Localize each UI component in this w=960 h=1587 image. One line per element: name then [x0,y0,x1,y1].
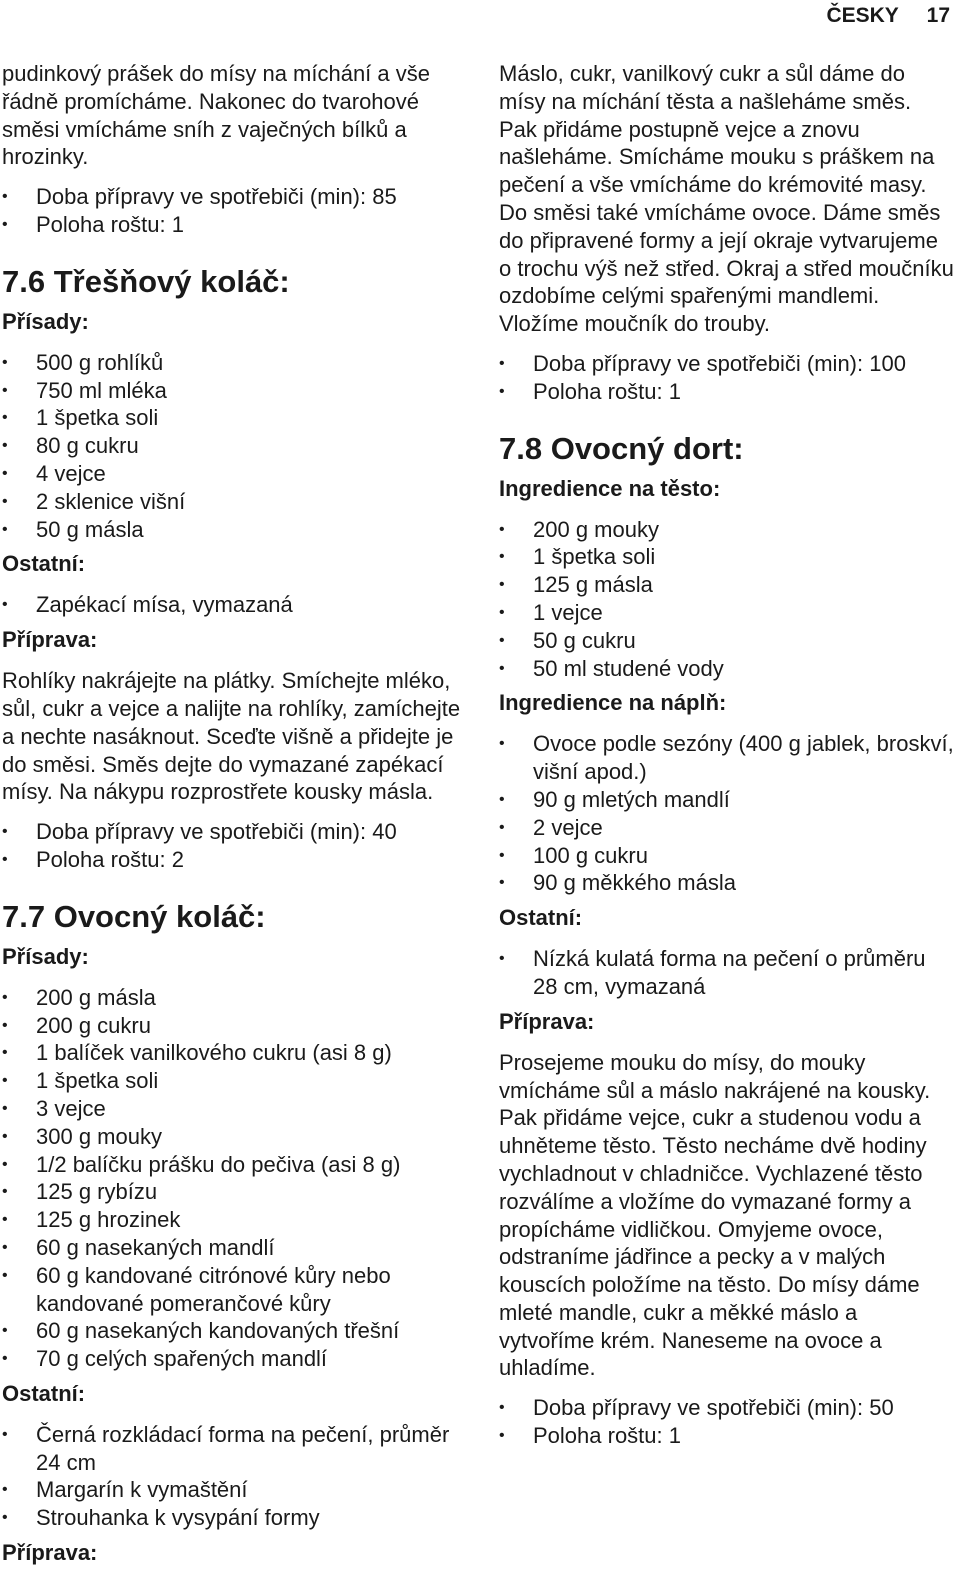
list-item: • Poloha roštu: 1 [2,211,472,239]
list-item: • 90 g měkkého másla [499,869,954,897]
list-item: • Poloha roštu: 1 [499,378,954,406]
list-item: • Doba přípravy ve spotřebiči (min): 85 [2,183,472,211]
prep-text-7-7: Máslo, cukr, vanilkový cukr a sůl dáme do mísy na míchání těsta a našleháme směs. Pak přidáme postupně vejce a znovu našleháme. Smícháme mouku s práškem na pečení a vše vmícháme do krémovité masy. Do směsi také vmícháme ovoce. Dáme směs do připravené formy a její okraje vytvarujeme o trochu výš než střed. Okraj a střed moučníku ozdobíme celými spařenými mandlemi. Vložíme moučník do trouby. [499,61,954,337]
prep-heading-7-6: Příprava: [2,627,98,653]
list-item: • Strouhanka k vysypání formy [2,1504,472,1532]
list-item: • 60 g nasekaných kandovaných třešní [2,1317,472,1345]
list-item: • 50 g cukru [499,627,954,655]
list-item: • 60 g kandované citrónové kůry nebo kandované pomerančové kůry [2,1262,472,1318]
info-list-7-7 [499,350,954,406]
list-item: • 1 balíček vanilkového cukru (asi 8 g) [2,1039,472,1067]
list-item: • 2 vejce [499,814,954,842]
list-item: • Margarín k vymaštění [2,1476,472,1504]
list-item: • 200 g mouky [499,516,954,544]
dough-heading-7-8: Ingredience na těsto: [499,475,721,501]
list-item: • 1 vejce [499,599,954,627]
list-item: • 750 ml mléka [2,377,472,405]
other-heading-7-7: Ostatní: [2,1380,86,1406]
list-item: • 70 g celých spařených mandlí [2,1345,472,1373]
list-item: • 125 g másla [499,571,954,599]
ingredients-heading-7-7: Přísady: [2,943,89,969]
list-item: • Doba přípravy ve spotřebiči (min): 100 [499,350,954,378]
other-heading-7-8: Ostatní: [499,905,583,931]
filling-list-7-8 [499,730,954,897]
prep-heading-7-8: Příprava: [499,1008,595,1034]
list-item: • 50 ml studené vody [499,655,954,683]
list-item: • Doba přípravy ve spotřebiči (min): 50 [499,1394,954,1422]
list-item: • 1 špetka soli [2,404,472,432]
list-item: • 3 vejce [2,1095,472,1123]
info-list-7-8 [499,1394,954,1450]
page-header [826,4,950,28]
prep-heading-7-7: Příprava: [2,1540,98,1566]
page-number: 17 [926,4,950,27]
filling-heading-7-8: Ingredience na náplň: [499,690,727,716]
section-title-7-6: 7.6 Třešňový koláč: [2,263,290,299]
ingredients-list-7-7 [2,984,472,1373]
intro-info-list [2,183,472,239]
ingredients-heading-7-6: Přísady: [2,308,89,334]
dough-list-7-8 [499,516,954,683]
list-item: • Černá rozkládací forma na pečení, průměr 24 cm [2,1421,472,1477]
list-item: • Ovoce podle sezóny (400 g jablek, broskví, višní apod.) [499,730,954,786]
other-heading-7-6: Ostatní: [2,551,86,577]
list-item: • 500 g rohlíků [2,349,472,377]
other-list-7-7 [2,1421,472,1532]
info-list-7-6 [2,818,472,874]
list-item: • 1/2 balíčku prášku do pečiva (asi 8 g) [2,1151,472,1179]
list-item: • 300 g mouky [2,1123,472,1151]
section-title-7-8: 7.8 Ovocný dort: [499,430,744,466]
list-item: • 60 g nasekaných mandlí [2,1234,472,1262]
list-item: • 200 g cukru [2,1012,472,1040]
list-item: • 90 g mletých mandlí [499,786,954,814]
left-column [2,60,472,1568]
other-list-7-6 [2,591,472,619]
list-item: • 125 g hrozinek [2,1206,472,1234]
list-item: • 1 špetka soli [2,1067,472,1095]
prep-text-7-6: Rohlíky nakrájejte na plátky. Smíchejte mléko, sůl, cukr a vejce a nalijte na rohlíky, zamíchejte a nechte nasáknout. Sceďte višně a přidejte je do směsi. Směs dejte do vymazané zapékací mísy. Na nákypu rozprostřete kousky másla. [2,668,461,805]
list-item: • 1 špetka soli [499,543,954,571]
list-item: • 50 g másla [2,516,472,544]
prep-text-7-8: Prosejeme mouku do mísy, do mouky vmícháme sůl a máslo nakrájené na kousky. Pak přidáme vejce, cukr a studenou vodu a uhněteme těsto. Těsto necháme dvě hodiny vychladnout v chladničce. Vychlazené těsto rozválíme a vložíme do vymazané formy a propícháme vidličkou. Omyjeme ovoce, odstraníme jádřince a pecky a v malých kouscích položíme na těsto. Do mísy dáme mleté mandle, cukr a měkké máslo a vytvoříme krém. Naneseme na ovoce a uhladíme. [499,1049,931,1381]
list-item: • Zapékací mísa, vymazaná [2,591,472,619]
other-list-7-8 [499,945,954,1001]
list-item: • 125 g rybízu [2,1178,472,1206]
language-label: ČESKY [826,4,899,27]
list-item: • 80 g cukru [2,432,472,460]
ingredients-list-7-6 [2,349,472,544]
list-item: • Poloha roštu: 2 [2,846,472,874]
list-item: • Poloha roštu: 1 [499,1422,954,1450]
list-item: • 100 g cukru [499,842,954,870]
section-title-7-7: 7.7 Ovocný koláč: [2,898,266,934]
list-item: • 4 vejce [2,460,472,488]
list-item: • Doba přípravy ve spotřebiči (min): 40 [2,818,472,846]
right-column [499,60,954,1456]
intro-paragraph: pudinkový prášek do mísy na míchání a vše řádně promícháme. Nakonec do tvarohové směsi vmícháme sníh z vaječných bílků a hrozinky. [2,61,430,170]
list-item: • Nízká kulatá forma na pečení o průměru 28 cm, vymazaná [499,945,954,1001]
list-item: • 200 g másla [2,984,472,1012]
list-item: • 2 sklenice višní [2,488,472,516]
